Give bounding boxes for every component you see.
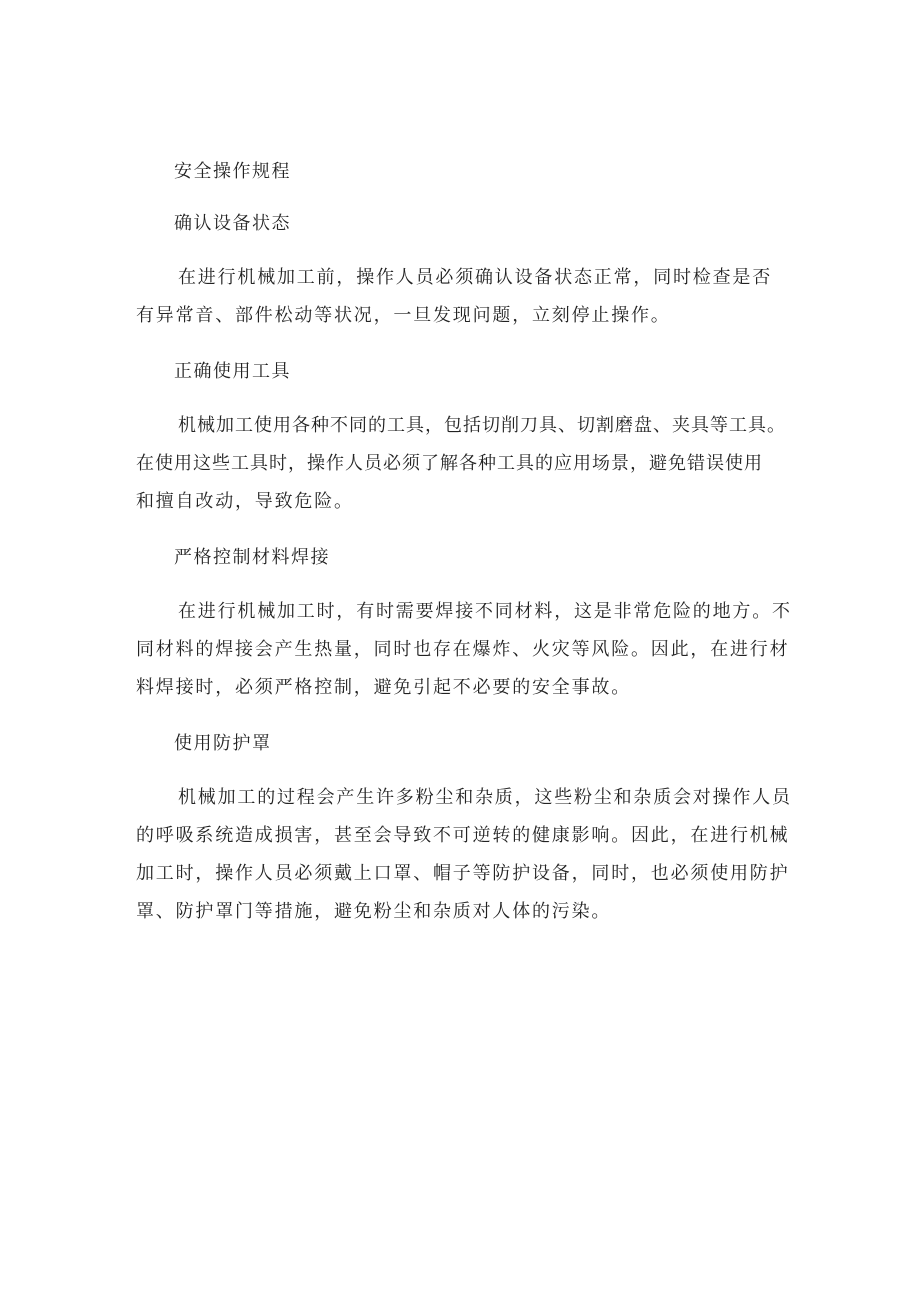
paragraph-line: 的呼吸系统造成损害，甚至会导致不可逆转的健康影响。因此，在进行机械 xyxy=(136,825,790,846)
section-heading-device-status: 确认设备状态 xyxy=(174,213,291,234)
paragraph-line: 同材料的焊接会产生热量，同时也存在爆炸、火灾等风险。因此，在进行材 xyxy=(136,639,790,660)
section-heading-tool-use: 正确使用工具 xyxy=(174,361,291,382)
paragraph-line: 在进行机械加工时，有时需要焊接不同材料，这是非常危险的地方。不 xyxy=(178,601,792,622)
paragraph-line: 机械加工的过程会产生许多粉尘和杂质，这些粉尘和杂质会对操作人员 xyxy=(178,787,792,808)
section-heading-protective-cover: 使用防护罩 xyxy=(174,733,272,754)
section-heading-welding-control: 严格控制材料焊接 xyxy=(174,547,330,568)
section-paragraph-protective-cover xyxy=(136,786,800,924)
paragraph-line: 罩、防护罩门等措施，避免粉尘和杂质对人体的污染。 xyxy=(136,901,612,922)
section-paragraph-tool-use xyxy=(136,414,800,514)
document-title: 安全操作规程 xyxy=(174,161,291,182)
section-paragraph-device-status xyxy=(136,266,800,328)
paragraph-line: 在进行机械加工前，操作人员必须确认设备状态正常，同时检查是否 xyxy=(178,267,772,288)
paragraph-line: 加工时，操作人员必须戴上口罩、帽子等防护设备，同时，也必须使用防护 xyxy=(136,863,790,884)
document-body xyxy=(136,160,800,924)
paragraph-line: 在使用这些工具时，操作人员必须了解各种工具的应用场景，避免错误使用 xyxy=(136,453,763,474)
paragraph-line: 和擅自改动，导致危险。 xyxy=(136,491,354,512)
paragraph-line: 有异常音、部件松动等状况，一旦发现问题，立刻停止操作。 xyxy=(136,305,671,326)
paragraph-line: 料焊接时，必须严格控制，避免引起不必要的安全事故。 xyxy=(136,677,631,698)
paragraph-line: 机械加工使用各种不同的工具，包括切削刀具、切割磨盘、夹具等工具。 xyxy=(178,415,786,436)
section-paragraph-welding-control xyxy=(136,600,800,700)
